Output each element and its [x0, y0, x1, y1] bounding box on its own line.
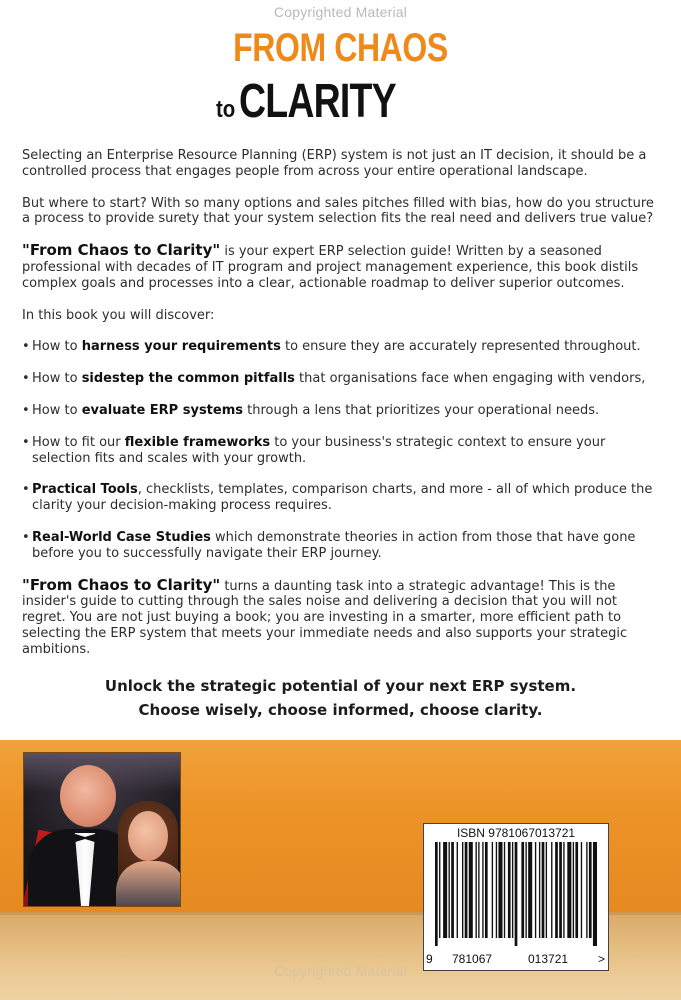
- barcode-bar: [542, 842, 545, 938]
- question-paragraph: But where to start? With so many options and sales pitches filled with bias, how do you structure a process to provide surety that your system selection fits the real need and delivers true value?: [22, 195, 654, 227]
- barcode-bar: [465, 842, 468, 938]
- barcode-bar: [496, 842, 497, 938]
- list-item: • How to sidestep the common pitfalls that organisations face when engaging with vendors,: [22, 371, 662, 387]
- barcode-bar: [551, 842, 552, 938]
- barcode-bar: [567, 842, 571, 938]
- isbn-barcode: [423, 823, 609, 971]
- call-to-action: [0, 674, 681, 722]
- barcode-bar: [555, 842, 558, 938]
- barcode-bar: [449, 842, 450, 938]
- barcode-bar: [435, 842, 438, 946]
- barcode-bar: [515, 842, 518, 946]
- barcode-bar: [508, 842, 511, 938]
- barcode-digits-left: 781067: [452, 952, 493, 966]
- guide-paragraph: [22, 243, 662, 291]
- isbn-label: ISBN 9781067013721: [456, 826, 576, 840]
- barcode-bar: [528, 842, 532, 938]
- copyright-watermark-bottom: Copyrighted Material: [273, 963, 408, 979]
- list-item: • Practical Tools, checklists, templates, comparison charts, and more - all of which produce the clarity your decision-making process requires.: [22, 482, 662, 514]
- barcode-bar: [521, 842, 524, 938]
- barcode-bar: [443, 842, 447, 938]
- barcode-bar: [482, 842, 483, 938]
- barcode-arrow: >: [598, 952, 606, 966]
- barcode-bar: [451, 842, 454, 938]
- barcode-bar: [535, 842, 536, 938]
- author-photo: [23, 752, 181, 907]
- cta-line-1: Unlock the strategic potential of your next ERP system.: [104, 677, 577, 695]
- barcode-bar: [581, 842, 582, 938]
- barcode-bar: [498, 842, 502, 938]
- copyright-watermark-top: Copyrighted Material: [273, 4, 408, 20]
- barcode-bar: [589, 842, 592, 938]
- barcode-bar: [439, 842, 440, 938]
- barcode-digits-right: 013721: [528, 952, 569, 966]
- barcode-bar: [539, 842, 540, 938]
- discover-heading: In this book you will discover:: [22, 307, 215, 323]
- title-line-2: [216, 74, 440, 129]
- cta-line-2: Choose wisely, choose informed, choose clarity.: [138, 701, 543, 719]
- barcode-bar: [462, 842, 463, 938]
- intro-paragraph: Selecting an Enterprise Resource Planning (ERP) system is not just an IT decision, it should be a controlled process that engages people from across your entire operational landscape.: [22, 148, 647, 179]
- closing-paragraph-text: turns a daunting task into a strategic advantage! This is the insider's guide to cutting through the sales noise and delivering a decision that you will not regret. You are not just buying a book; you are investing in a smarter, more efficient path to selecting the ERP system that meets your immediate needs and also supports your strategic ambitions.: [22, 578, 628, 657]
- title-line-1: FROM CHAOS: [233, 26, 448, 70]
- closing-paragraph: [22, 575, 662, 658]
- barcode-bar: [575, 842, 578, 938]
- title-clarity: CLARITY: [239, 75, 396, 128]
- barcode-bar: [573, 842, 574, 938]
- barcode-bar: [478, 842, 479, 938]
- barcode-bar: [563, 842, 564, 938]
- barcode-bars: [433, 842, 601, 952]
- barcode-bar: [504, 842, 505, 938]
- barcode-bar: [492, 842, 493, 938]
- barcode-bar: [586, 842, 587, 938]
- title-to: to: [216, 96, 236, 123]
- back-cover-blurb: [22, 148, 662, 674]
- barcode-bar: [559, 842, 562, 938]
- barcode-bar: [593, 842, 597, 946]
- book-title-quote: "From Chaos to Clarity": [22, 241, 221, 260]
- barcode-bar: [525, 842, 526, 938]
- barcode-bar: [485, 842, 488, 938]
- guide-paragraph-text: is your expert ERP selection guide! Written by a seasoned professional with decades of IT program and project management experience, this book distils complex goals and processes into a clear, actionable roadmap to deliver superior outcomes.: [22, 244, 639, 291]
- barcode-bar: [469, 842, 473, 938]
- barcode-bar: [546, 842, 547, 938]
- discover-list: [22, 339, 662, 561]
- barcode-digit-first: 9: [426, 952, 433, 966]
- barcode-bar: [476, 842, 477, 938]
- list-item: • How to evaluate ERP systems through a lens that prioritizes your operational needs.: [22, 403, 662, 419]
- list-item: • Real-World Case Studies which demonstrate theories in action from those that have gone before you to successfully navigate their ERP journey.: [22, 530, 662, 562]
- book-title-quote: "From Chaos to Clarity": [22, 575, 221, 594]
- list-item: • How to fit our flexible frameworks to your business's strategic context to ensure your selection fits and scales with your growth.: [22, 435, 662, 467]
- list-item: • How to harness your requirements to ensure they are accurately represented throughout.: [22, 339, 662, 355]
- barcode-bar: [512, 842, 513, 938]
- barcode-bar: [457, 842, 458, 938]
